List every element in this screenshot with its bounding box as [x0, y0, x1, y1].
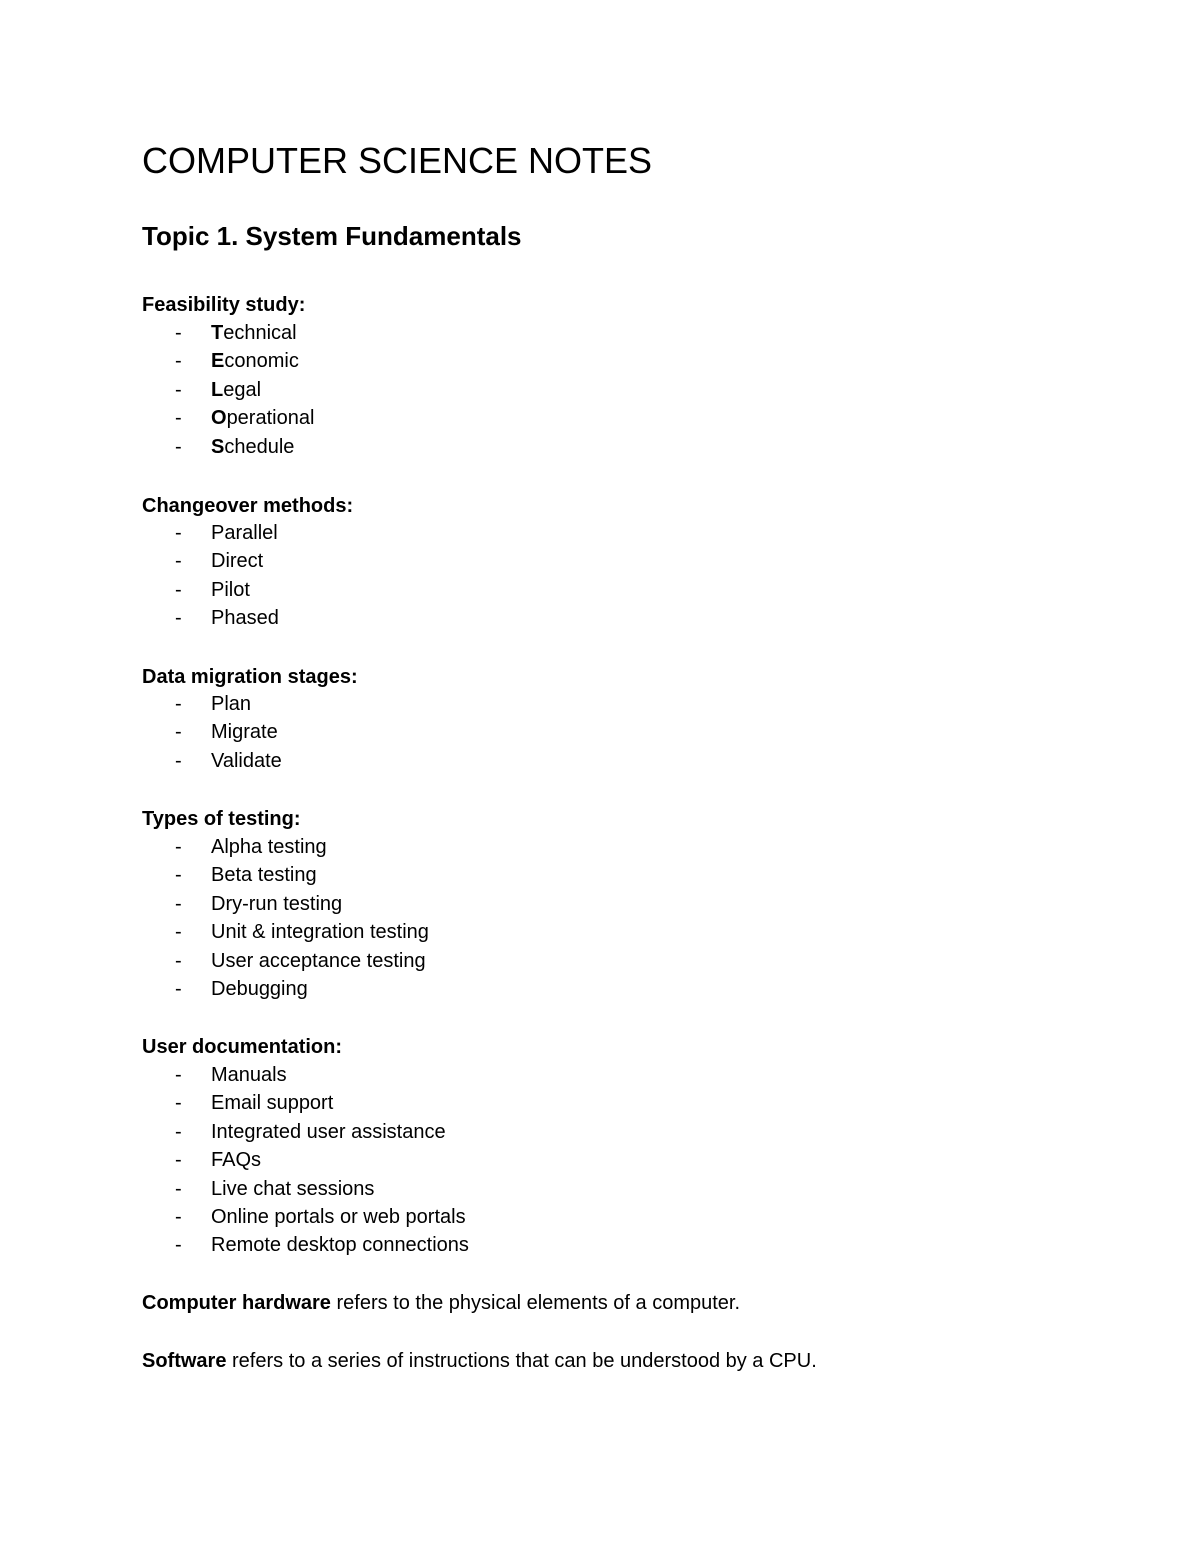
bullet-dash: -	[175, 949, 182, 972]
testing-heading: Types of testing:	[142, 808, 301, 830]
bullet-dash: -	[175, 1092, 182, 1115]
item-text: conomic	[224, 350, 299, 373]
item-text: Debugging	[211, 977, 308, 1000]
acronym-letter: T	[211, 322, 224, 344]
bullet-dash: -	[175, 892, 182, 915]
item-text: Online portals or web portals	[211, 1205, 466, 1228]
item-text: Email support	[211, 1092, 334, 1115]
bullet-dash: -	[175, 693, 182, 715]
item-text: FAQs	[211, 1149, 262, 1172]
bullet-dash: -	[175, 977, 182, 1000]
item-text: User acceptance testing	[211, 949, 426, 972]
item-text: Beta testing	[211, 864, 317, 887]
acronym-letter: L	[211, 378, 224, 401]
user-docs-heading: User documentation:	[142, 1036, 343, 1058]
definition-text: refers to a series of instructions that can be understood by a CPU.	[226, 1350, 817, 1372]
item-text: Phased	[211, 607, 279, 630]
bullet-dash: -	[175, 1177, 182, 1200]
item-text: Validate	[211, 749, 282, 772]
software-definition	[142, 1348, 817, 1374]
bullet-dash: -	[175, 578, 182, 601]
bullet-dash: -	[175, 721, 182, 744]
acronym-letter: O	[211, 407, 227, 430]
bullet-dash: -	[175, 1234, 182, 1257]
definition-term: Computer hardware	[142, 1292, 331, 1314]
definition-term: Software	[142, 1350, 227, 1372]
item-text: Dry-run testing	[211, 892, 343, 915]
item-text: Live chat sessions	[211, 1177, 375, 1200]
item-text: echnical	[223, 322, 297, 344]
bullet-dash: -	[175, 607, 182, 630]
acronym-letter: S	[211, 435, 225, 458]
bullet-dash: -	[175, 1120, 182, 1143]
document-title: COMPUTER SCIENCE NOTES	[142, 140, 653, 181]
bullet-dash: -	[175, 550, 182, 573]
item-text: Migrate	[211, 721, 278, 744]
feasibility-heading: Feasibility study:	[142, 294, 306, 316]
bullet-dash: -	[175, 836, 182, 858]
bullet-dash: -	[175, 378, 182, 401]
item-text: Plan	[211, 693, 252, 715]
bullet-dash: -	[175, 435, 182, 458]
definition-text: refers to the physical elements of a computer.	[330, 1292, 741, 1314]
bullet-dash: -	[175, 350, 182, 373]
bullet-dash: -	[175, 864, 182, 887]
item-text: perational	[226, 407, 315, 430]
item-text: egal	[223, 378, 262, 401]
item-text: Pilot	[211, 578, 250, 601]
bullet-dash: -	[175, 749, 182, 772]
item-text: Unit & integration testing	[211, 921, 429, 944]
bullet-dash: -	[175, 322, 182, 344]
migration-heading: Data migration stages:	[142, 666, 358, 688]
item-text: Manuals	[211, 1064, 287, 1086]
item-text: Alpha testing	[211, 836, 327, 858]
item-text: chedule	[224, 435, 295, 458]
acronym-letter: E	[211, 350, 225, 373]
bullet-dash: -	[175, 1064, 182, 1086]
item-text: Integrated user assistance	[211, 1120, 446, 1143]
bullet-dash: -	[175, 407, 182, 430]
bullet-dash: -	[175, 522, 182, 544]
item-text: Remote desktop connections	[211, 1234, 469, 1257]
item-text: Parallel	[211, 522, 278, 544]
bullet-dash: -	[175, 1205, 182, 1228]
bullet-dash: -	[175, 1149, 182, 1172]
topic-heading: Topic 1. System Fundamentals	[142, 221, 522, 251]
bullet-dash: -	[175, 921, 182, 944]
changeover-heading: Changeover methods:	[142, 495, 354, 517]
hardware-definition	[142, 1290, 740, 1316]
item-text: Direct	[211, 550, 264, 573]
